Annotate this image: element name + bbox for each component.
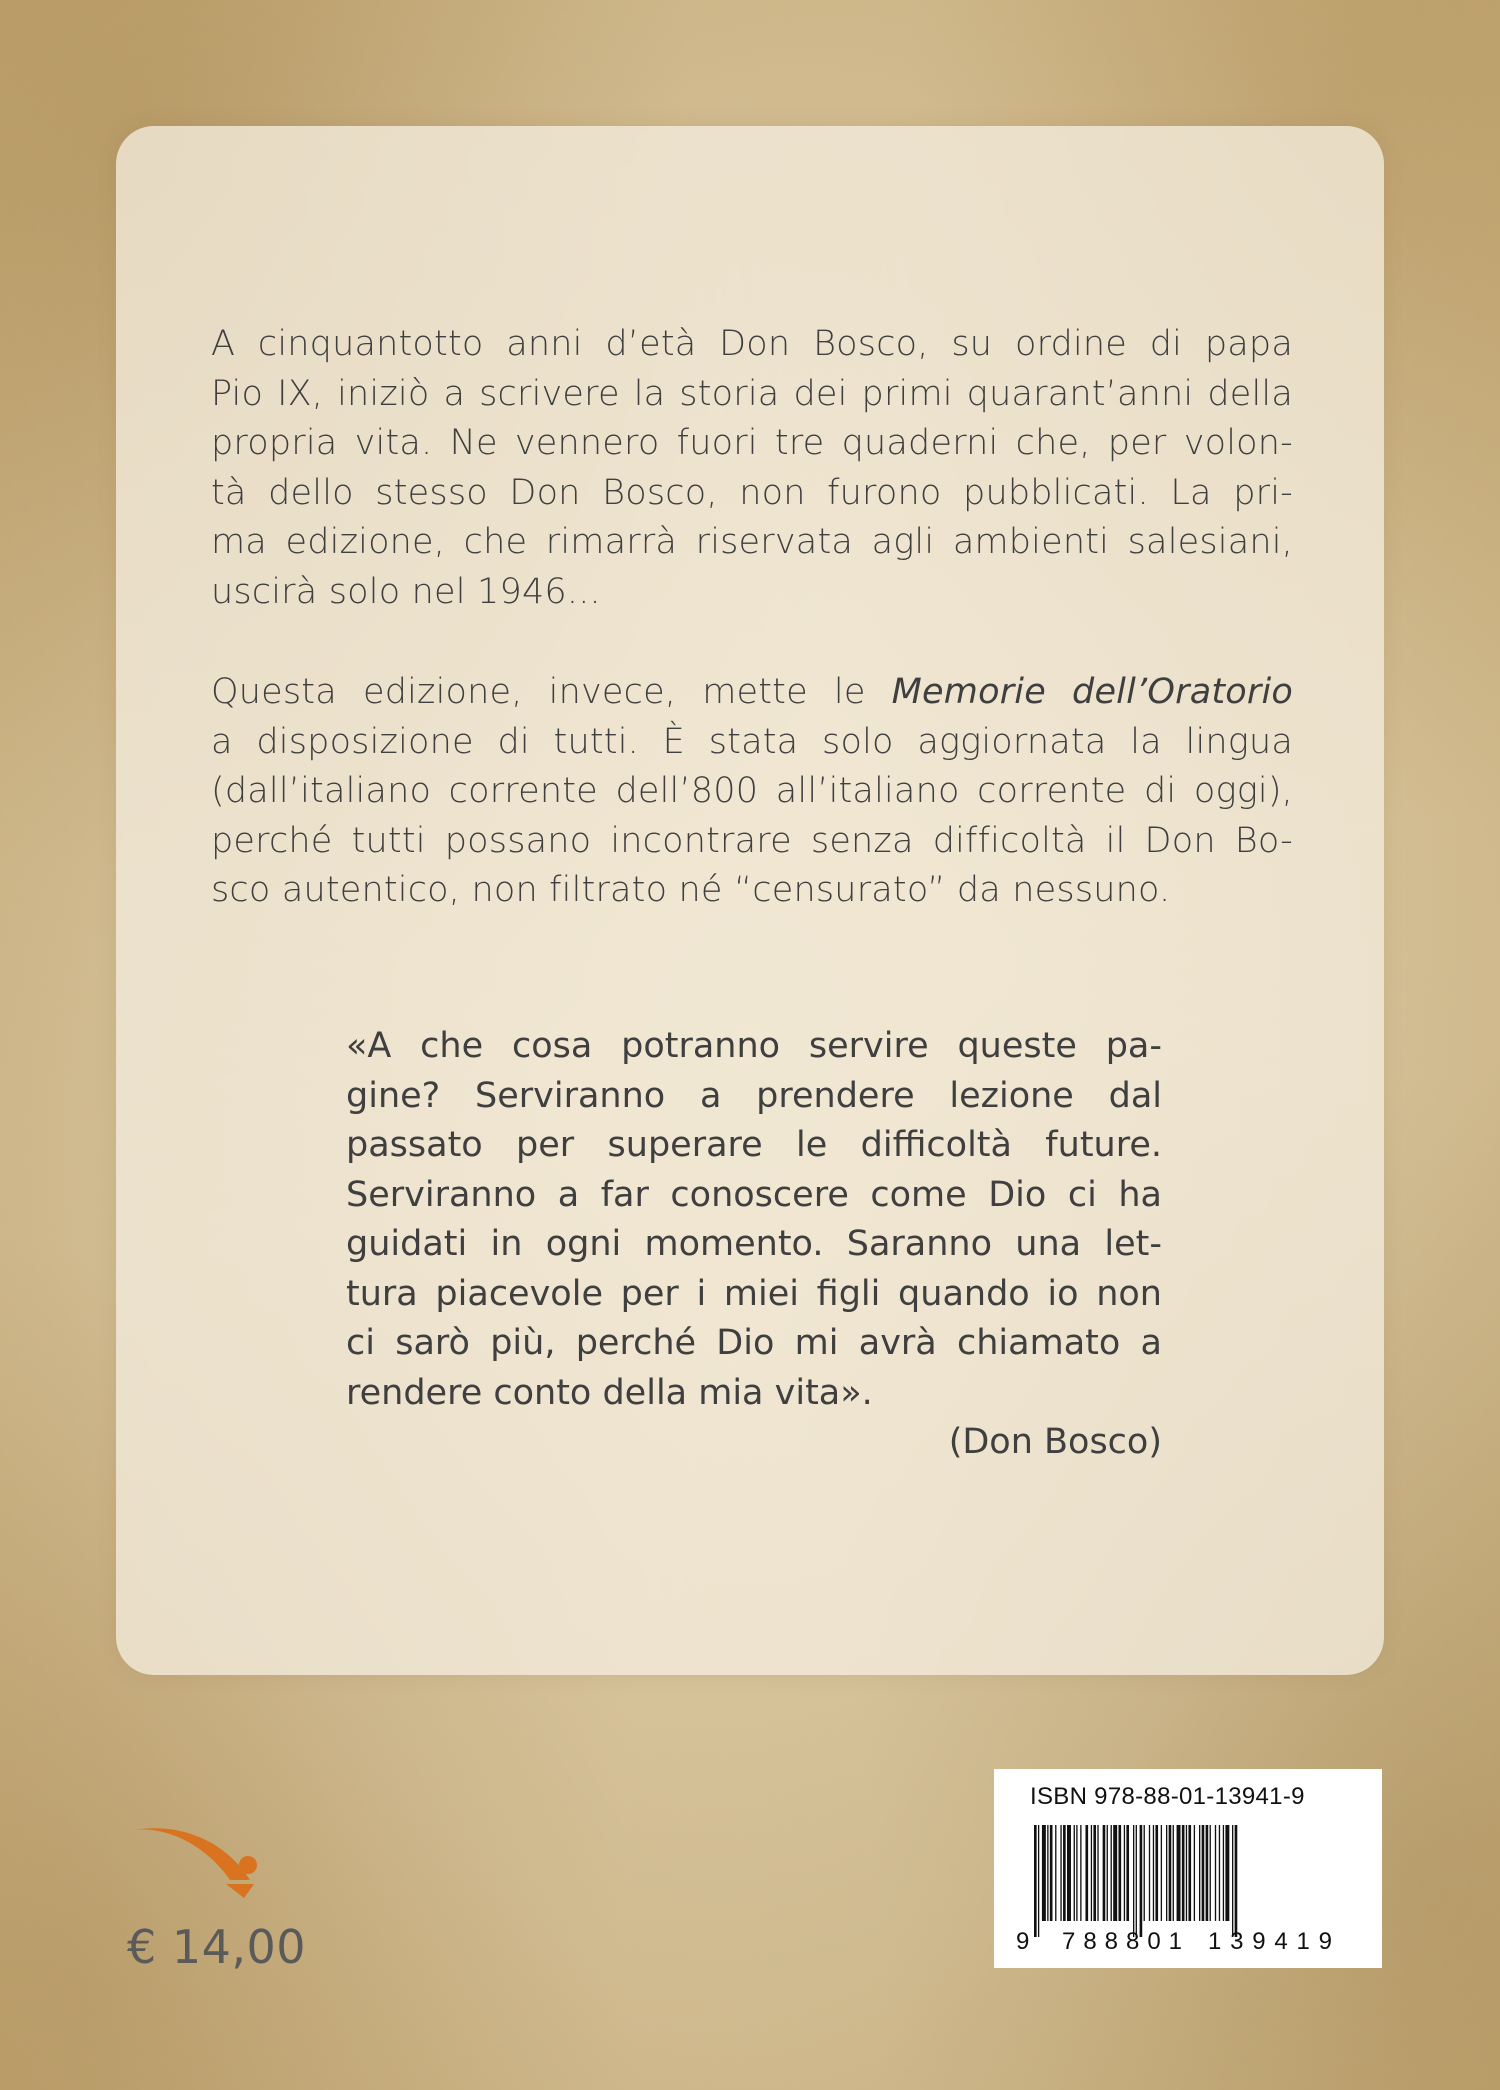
quote-line: Serviranno a far conoscere come Dio ci ha: [346, 1174, 1162, 1215]
barcode-bar: [1223, 1825, 1224, 1921]
barcode-bar: [1182, 1825, 1185, 1921]
barcode-bar: [1091, 1825, 1092, 1921]
quote-line: gine? Serviranno a prendere lezione dal: [346, 1075, 1162, 1116]
barcode-bar: [1047, 1825, 1048, 1921]
barcode-bar: [1067, 1825, 1071, 1921]
barcode-bar: [1060, 1825, 1061, 1921]
quote-line: ci sarò più, perché Dio mi avrà chiamato a: [346, 1323, 1162, 1363]
isbn-barcode-box: [994, 1769, 1382, 1968]
barcode-bar: [1215, 1825, 1216, 1921]
quote-line: rendere conto della mia vita».: [346, 1372, 873, 1413]
barcode-bar: [1161, 1825, 1162, 1921]
quote-line: guidati in ogni momento. Saranno una let-: [346, 1224, 1162, 1264]
barcode-bar: [1232, 1825, 1233, 1937]
barcode-digit-first: 9: [1016, 1928, 1030, 1955]
barcode-bar: [1194, 1825, 1195, 1921]
barcode-bar: [1210, 1825, 1211, 1921]
price-label: € 14,00: [127, 1920, 307, 1974]
barcode-bar: [1076, 1825, 1077, 1921]
text-line: Pio IX, iniziò a scrivere la storia dei primi quarant’anni della: [211, 373, 1293, 414]
barcode-bar: [1225, 1825, 1229, 1921]
barcode-bar: [1202, 1825, 1205, 1921]
quote-line: passato per superare le difficoltà future.: [346, 1125, 1162, 1165]
barcode-bar: [1177, 1825, 1181, 1921]
text-line: a disposizione di tutti. È stata solo aggiornata la lingua: [211, 721, 1293, 762]
text-line: (dall’italiano corrente dell’800 all’italiano corrente di oggi),: [211, 771, 1293, 811]
barcode-bar: [1055, 1825, 1056, 1921]
barcode-bar: [1206, 1825, 1209, 1921]
barcode-bar: [1080, 1825, 1081, 1921]
book-title: Memorie dell’Oratorio: [891, 672, 1294, 712]
barcode-bar: [1155, 1825, 1158, 1921]
barcode-bar: [1136, 1825, 1137, 1937]
barcode-bar: [1118, 1825, 1121, 1921]
barcode-bar: [1166, 1825, 1167, 1921]
barcode-bar: [1186, 1825, 1187, 1921]
don-bosco-quote: [346, 1022, 1162, 1468]
barcode-bar: [1050, 1825, 1053, 1921]
barcode-bar: [1173, 1825, 1174, 1921]
barcode-bar: [1038, 1825, 1039, 1937]
barcode-digits-right: 139419: [1208, 1928, 1332, 1955]
barcode-bar: [1133, 1825, 1134, 1937]
barcode-bar: [1140, 1825, 1143, 1937]
barcode-bar: [1144, 1825, 1145, 1921]
barcode-bar: [1153, 1825, 1154, 1921]
quote-attribution: (Don Bosco): [948, 1422, 1162, 1462]
barcode-digits-left: 788801: [1062, 1928, 1182, 1955]
text-line: propria vita. Ne vennero fuori tre quaderni che, per volon-: [211, 423, 1293, 463]
barcode-bar: [1169, 1825, 1172, 1921]
text-line: [211, 668, 1293, 718]
barcode-bar: [1126, 1825, 1129, 1921]
barcode-bar: [1107, 1825, 1108, 1921]
barcode-bar: [1235, 1825, 1238, 1937]
barcode-bar: [1219, 1825, 1220, 1921]
text-segment: Questa edizione, invece, mette le: [211, 672, 892, 712]
barcode-bar: [1111, 1825, 1112, 1921]
quote-line: tura piacevole per i miei figli quando io non: [346, 1273, 1162, 1314]
barcode-bar: [1199, 1825, 1200, 1921]
barcode-bar: [1074, 1825, 1075, 1921]
text-line: perché tutti possano incontrare senza difficoltà il Don Bo-: [211, 820, 1293, 861]
publisher-logo-icon: [130, 1818, 260, 1923]
barcode-bars: [1034, 1825, 1237, 1937]
barcode-bar: [1149, 1825, 1150, 1921]
isbn-number: ISBN 978-88-01-13941-9: [1030, 1783, 1305, 1810]
text-line: ma edizione, che rimarrà riservata agli ambienti salesiani,: [211, 522, 1293, 562]
barcode: [1014, 1823, 1364, 1955]
quote-line: «A che cosa potranno servire queste pa-: [346, 1026, 1162, 1066]
barcode-bar: [1124, 1825, 1125, 1921]
text-line: sco autentico, non filtrato né “censurato” da nessuno.: [211, 870, 1171, 910]
synopsis-paragraph-1: [211, 320, 1293, 617]
barcode-bar: [1042, 1825, 1046, 1921]
synopsis-paragraph-2: [211, 668, 1293, 916]
barcode-bar: [1113, 1825, 1117, 1921]
barcode-bar: [1097, 1825, 1098, 1921]
barcode-bar: [1034, 1825, 1037, 1937]
barcode-bar: [1103, 1825, 1106, 1921]
barcode-bar: [1188, 1825, 1191, 1921]
text-line: tà dello stesso Don Bosco, non furono pubblicati. La pri-: [211, 472, 1293, 513]
text-line: uscirà solo nel 1946...: [211, 571, 601, 612]
barcode-bar: [1085, 1825, 1088, 1921]
barcode-bar: [1063, 1825, 1066, 1921]
text-line: A cinquantotto anni d’età Don Bosco, su ordine di papa: [211, 324, 1293, 364]
barcode-bar: [1093, 1825, 1096, 1921]
